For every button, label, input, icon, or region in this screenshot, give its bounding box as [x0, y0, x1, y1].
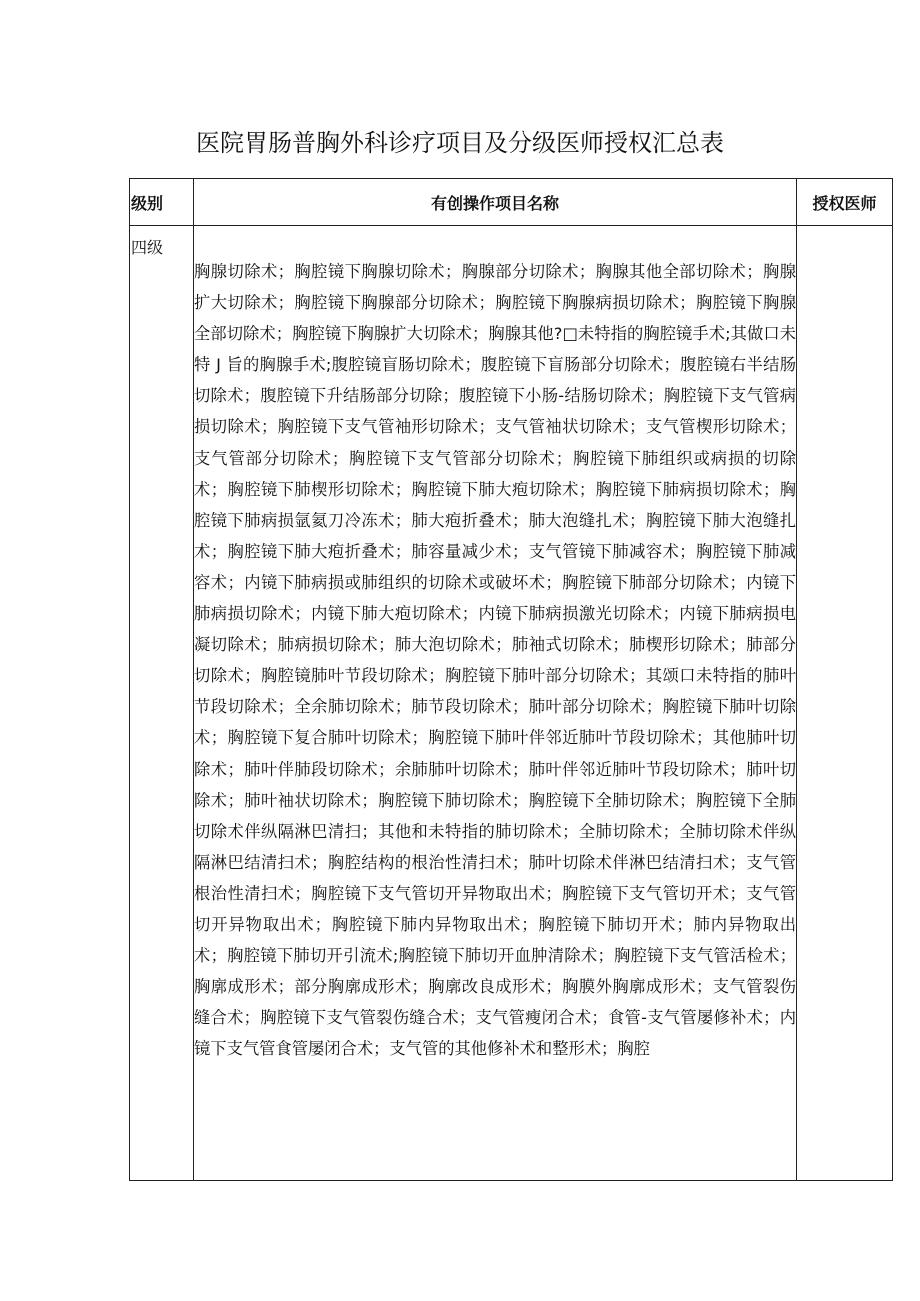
procedure-cell [194, 226, 797, 1181]
level-cell: 四级 [130, 226, 194, 1181]
authorization-table [129, 178, 893, 1181]
table-header-row [130, 179, 893, 226]
header-authorized-doctor: 授权医师 [797, 179, 893, 226]
table-row [130, 226, 893, 1181]
procedure-list-text: 胸腺切除术；胸腔镜下胸腺切除术；胸腺部分切除术；胸腺其他全部切除术；胸腺扩大切除术；胸腔镜下胸腺部分切除术；胸腔镜下胸腺病损切除术；胸腔镜下胸腺全部切除术；胸腔镜下胸腺扩大切除术；胸腺其他?□未特指的胸腔镜手术;其做口未特 J 旨的胸腺手术;腹腔镜盲肠切除术；腹腔镜下盲肠部分切除术；腹腔镜右半结肠切除术；腹腔镜下升结肠部分切除；腹腔镜下小肠-结肠切除术；胸腔镜下支气管病损切除术；胸腔镜下支气管袖形切除术；支气管袖状切除术；支气管楔形切除术；支气管部分切除术；胸腔镜下支气管部分切除术；胸腔镜下肺组织或病损的切除术；胸腔镜下肺楔形切除术；胸腔镜下肺大疱切除术；胸腔镜下肺病损切除术；胸腔镜下肺病损氩氦刀冷冻术；肺大疱折叠术；肺大泡缝扎术；胸腔镜下肺大泡缝扎术；胸腔镜下肺大疱折叠术；肺容量减少术；支气管镜下肺减容术；胸腔镜下肺减容术；内镜下肺病损或肺组织的切除术或破坏术；胸腔镜下肺部分切除术；内镜下肺病损切除术；内镜下肺大疱切除术；内镜下肺病损激光切除术；内镜下肺病损电凝切除术；肺病损切除术；肺大泡切除术；肺袖式切除术；肺楔形切除术；肺部分切除术；胸腔镜肺叶节段切除术；胸腔镜下肺叶部分切除术；其颂口未特指的肺叶节段切除术；全余肺切除术；肺节段切除术；肺叶部分切除术；胸腔镜下肺叶切除术；胸腔镜下复合肺叶切除术；胸腔镜下肺叶伴邻近肺叶节段切除术；其他肺叶切除术；肺叶伴肺段切除术；余肺肺叶切除术；肺叶伴邻近肺叶节段切除术；肺叶切除术；肺叶袖状切除术；胸腔镜下肺切除术；胸腔镜下全肺切除术；胸腔镜下全肺切除术伴纵隔淋巴清扫；其他和未特指的肺切除术；全肺切除术；全肺切除术伴纵隔淋巴结清扫术；胸腔结构的根治性清扫术；肺叶切除术伴淋巴结清扫术；支气管根治性清扫术；胸腔镜下支气管切开异物取出术；胸腔镜下支气管切开术；支气管切开异物取出术；胸腔镜下肺内异物取出术；胸腔镜下肺切开术；肺内异物取出术；胸腔镜下肺切开引流术;胸腔镜下肺切开血肿清除术；胸腔镜下支气管活检术；胸廓成形术；部分胸廓成形术；胸廓改良成形术；胸膜外胸廓成形术；支气管裂伤缝合术；胸腔镜下支气管裂伤缝合术；支气管瘦闭合术；食管-支气管屡修补术；内镜下支气管食管屡闭合术；支气管的其他修补术和整形术；胸腔 [194, 262, 796, 1059]
document-title: 医院胃肠普胸外科诊疗项目及分级医师授权汇总表 [196, 129, 724, 157]
header-level: 级别 [130, 179, 194, 226]
authorized-doctor-cell [797, 226, 893, 1181]
header-procedure-name: 有创操作项目名称 [194, 179, 797, 226]
